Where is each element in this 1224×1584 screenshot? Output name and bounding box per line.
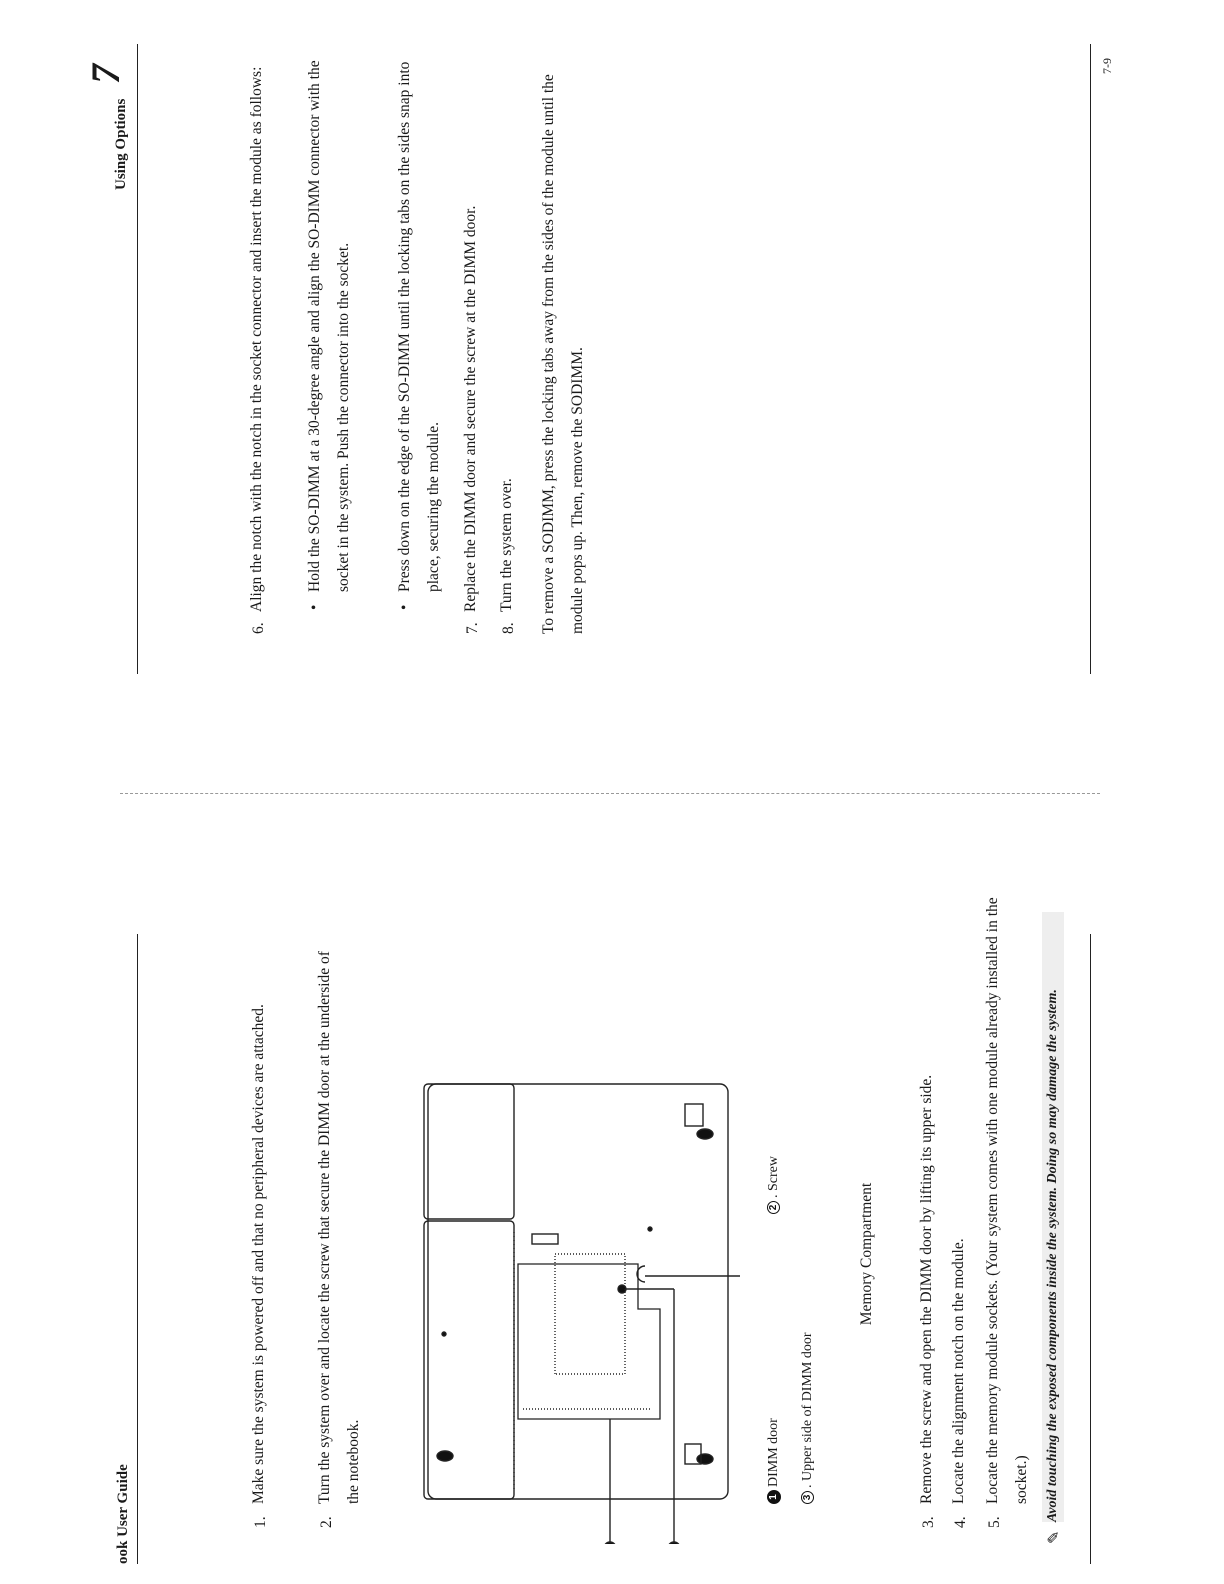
chapter-number: 7 [83, 64, 128, 84]
step-7-text: Replace the DIMM door and secure the screw at the DIMM door. [462, 205, 479, 612]
warning-text: Avoid touching the exposed components inside the system. Doing so may damage the system. [1042, 912, 1064, 1522]
bullet-2-marker: • [396, 604, 413, 610]
left-footer-rule [1090, 934, 1091, 1564]
step-3-number: 3. [920, 1516, 937, 1528]
left-header-rule [137, 934, 138, 1564]
right-page-header: Using Options [113, 98, 129, 190]
bullet-2-text: Press down on the edge of the SO-DIMM until the locking tabs on the sides snap into place, securing the module. [396, 61, 442, 592]
page-number: 7-9 [1100, 58, 1114, 74]
battery-compartment-right [424, 1084, 514, 1219]
right-footer-rule [1090, 44, 1091, 674]
callout-2-icon: 2 [767, 1201, 780, 1214]
step-6-text: Align the notch with the notch in the socket connector and insert the module as follows: [248, 66, 265, 612]
step-2-text: Turn the system over and locate the screw that secure the DIMM door at the underside of the notebook. [316, 951, 362, 1504]
step-8-text: Turn the system over. [498, 478, 515, 612]
memory-compartment-diagram [380, 824, 740, 1544]
page-gutter [120, 793, 1100, 794]
step-5-number: 5. [986, 1516, 1003, 1528]
dimm-door [518, 1264, 660, 1419]
bullet-1-text: Hold the SO-DIMM at a 30-degree angle and align the SO-DIMM connector with the socket in the system. Push the connector into the socket. [306, 60, 352, 592]
callout-1-icon: 1 [767, 1490, 781, 1504]
step-3-text: Remove the screw and open the DIMM door by lifting its upper side. [918, 1074, 935, 1504]
step-1-text: Make sure the system is powered off and that no peripheral devices are attached. [250, 1004, 267, 1504]
legend-item-dimm-door: 1DIMM door [766, 1418, 782, 1504]
warning-pen-icon: ✎ [1046, 1530, 1063, 1544]
step-2-number: 2. [318, 1516, 335, 1528]
notebook-base-outline [428, 1084, 728, 1499]
step-4-text: Locate the alignment notch on the module. [950, 1238, 967, 1504]
figure-caption: Memory Compartment [858, 1182, 875, 1326]
step-8-number: 8. [500, 622, 517, 634]
bullet-1-marker: • [306, 604, 323, 610]
callout-3-icon: 3 [801, 1491, 814, 1504]
step-1-number: 1. [252, 1516, 269, 1528]
right-header-rule [137, 44, 138, 674]
left-page-header: ook User Guide [115, 1464, 131, 1564]
step-7-number: 7. [464, 622, 481, 634]
step-4-number: 4. [952, 1516, 969, 1528]
step-6-number: 6. [250, 622, 267, 634]
remove-sodimm-text: To remove a SODIMM, press the locking tabs away from the sides of the module until the module pops up. Then, remove the SODIMM. [540, 74, 586, 634]
legend-item-upper-side: 3. Upper side of DIMM door [800, 1332, 816, 1504]
legend-item-screw: 2. Screw [766, 1156, 782, 1214]
step-5-text: Locate the memory module sockets. (Your system comes with one module already installed in the socket.) [984, 897, 1030, 1504]
